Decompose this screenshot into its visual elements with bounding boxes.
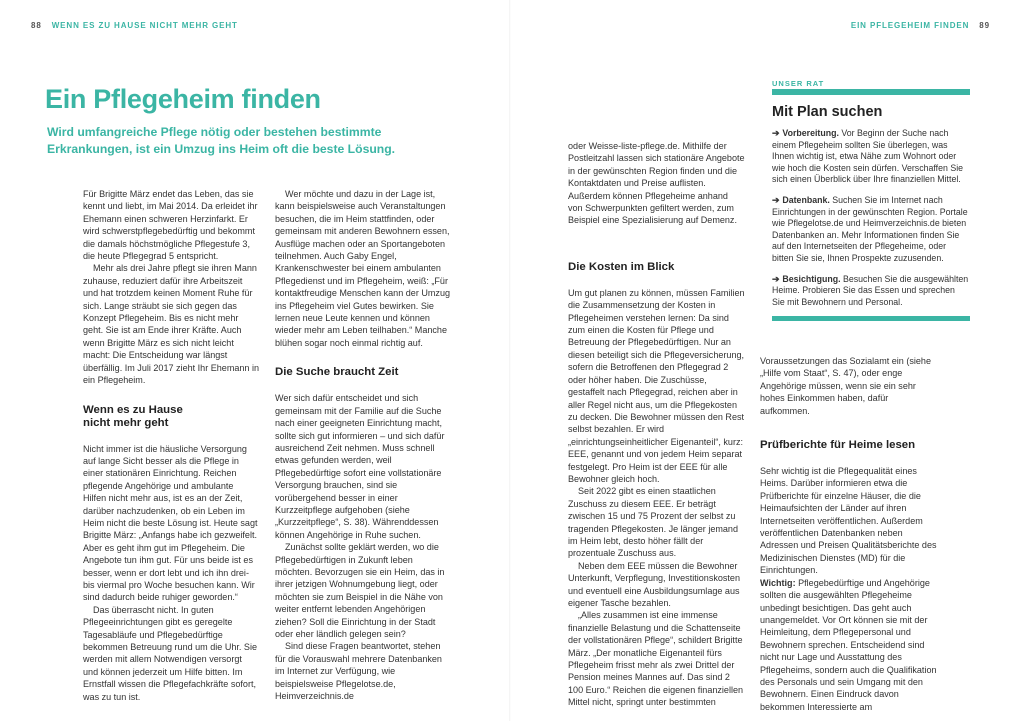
sidebar-bottom-rule — [772, 316, 970, 321]
sidebar-tips — [772, 128, 970, 317]
lead-line-2: Erkrankungen, ist ein Umzug ins Heim oft die beste Lösung. — [47, 142, 396, 156]
paragraph — [760, 577, 938, 713]
emphasis-label: Wichtig: — [760, 577, 796, 588]
section-heading-suche: Die Suche braucht Zeit — [275, 366, 399, 379]
paragraph: Voraussetzungen das Sozialamt ein (siehe „Hilfe vom Staat“, S. 47), oder enge Angehörige müssen, wenn sie ein sehr hohes Einkommen haben, dafür aufkommen. — [760, 356, 931, 416]
section-heading-zu-hause — [83, 404, 259, 430]
running-title-left: WENN ES ZU HAUSE NICHT MEHR GEHT — [51, 21, 238, 30]
tip-text: Vor Beginn der Suche nach einem Pflegeheim sollten Sie überlegen, was Ihnen wichtig ist, etwa Nähe zum Wohnort oder wie hoch die Kosten sein dürfen. Verschaffen Sie sich einen Überblick über Ihre finanziellen Mittel. — [772, 128, 964, 185]
running-header-right — [851, 21, 990, 30]
paragraph-text: Pflegebedürftige und Angehörige sollten die ausgewählten Pflegeheime unbedingt besichtigen. Das geht auch unangemeldet. Vor Ort können sie mit der Heimleitung, dem Pflegepersonal und Bewohnern sprechen. Entscheidend sind nicht nur Lage und Ausstattung des Pflegeheims, sondern auch die Qualifikation des Personals und sein Umgang mit den Bewohnern. Einen Eindruck davon bekommen Interessierte am — [760, 577, 937, 712]
paragraph: Seit 2022 gibt es einen staatlichen Zuschuss zu diesem EEE. Er beträgt zwischen 15 und 75 Prozent der selbst zu tragenden Pflegekosten. Je länger jemand im Heim lebt, desto höher fällt der prozentuale Zuschuss aus. — [568, 486, 738, 559]
sidebar-label: UNSER RAT — [772, 79, 825, 88]
tip-heading: Datenbank. — [782, 194, 830, 205]
heading-line-1: Wenn es zu Hause — [83, 403, 183, 416]
tip-text: Besuchen Sie die ausgewählten Heime. Probieren Sie das Essen und sprechen Sie mit Bewohnern und Personal. — [772, 273, 969, 307]
page-number-left: 88 — [31, 21, 42, 30]
paragraph: Wer möchte und dazu in der Lage ist, kann beispielsweise auch Veranstaltungen besuchen, die im Heim stattfinden, oder gemeinsam mit anderen Bewohnern essen, Ausflüge machen oder an Sportangeboten teilnehmen. Auch Gaby Engel, Krankenschwester bei einem ambulanten Pflegedienst und im Pflegeheim, weiß: „Für kontaktfreudige Menschen kann der Umzug ins Pflegeheim viel Gutes bewirken. Sie lernen neue Leute kennen und können wieder mehr am Leben teilhaben.“ Manche blühen sogar noch einmal richtig auf. — [275, 189, 451, 348]
text-column-3 — [568, 140, 745, 709]
paragraph: Nicht immer ist die häusliche Versorgung auf lange Sicht besser als die Pflege in einer stationären Einrichtung. Reichen pflegende Angehörige und ambulante Hilfen nicht mehr aus, ist es an der Zeit, darüber nachzudenken, ob ein Leben im Heim nicht die beste Lösung ist. Heute sagt Brigitte März: „Anfangs habe ich gezweifelt. Aber es geht ihm gut im Pflegeheim. Die Angebote tun ihm gut. Für uns beide ist es besser, wenn er dort lebt und ich ihn drei- bis viermal pro Woche besuchen kann. Wir sind dadurch beide ruhiger geworden.“ — [83, 443, 258, 603]
tip-text: Suchen Sie im Internet nach Einrichtungen in der gewünschten Region. Portale wie Pflegelotse.de und Heimverzeichnis.de bieten Datenbanken an. Mehr Informationen finden Sie auf den Internetseiten der Pflegeheime, oder bitten Sie sie, Ihnen Prospekte zuzusenden. — [772, 194, 968, 263]
heading-line-2: nicht mehr geht — [83, 416, 169, 429]
paragraph: Das überrascht nicht. In guten Pflegeeinrichtungen gibt es geregelte Tagesabläufe und Pflegebedürftige bekommen Betreuung rund um die Uhr. Sie werden mit allem Notwendigen versorgt und können jederzeit um Hilfe bitten. Im Ernstfall wissen die Pflegefachkräfte sofort, was zu tun ist. — [83, 604, 257, 702]
paragraph: Für Brigitte März endet das Leben, das sie kennt und liebt, im Mai 2014. Da erleidet ihr Ehemann einen schweren Herzinfarkt. Er wird schwerstpflegebedürftig und bekommt die damals höchstmögliche Pflegestufe 3, die heute Pflegegrad 5 entspricht. — [83, 189, 258, 262]
running-title-right: EIN PFLEGEHEIM FINDEN — [850, 21, 970, 30]
paragraph: oder Weisse-liste-pflege.de. Mithilfe der Postleitzahl lassen sich stationäre Angebote in der gewünschten Region finden und die Kontaktdaten und Preise auflisten. Außerdem können Pflegeheime anhand von Schwerpunkten gefiltert werden, zum Beispiel eine Spezialisierung auf Demenz. — [568, 141, 745, 226]
tip-heading: Vorbereitung. — [782, 128, 839, 138]
text-column-1 — [83, 188, 259, 703]
page-number-right: 89 — [979, 21, 990, 30]
article-title: Ein Pflegeheim finden — [45, 84, 321, 114]
lead-line-1: Wird umfangreiche Pflege nötig oder bestehen bestimmte — [47, 125, 382, 139]
section-heading-pruefberichte: Prüfberichte für Heime lesen — [760, 439, 916, 452]
text-column-2 — [275, 188, 451, 702]
paragraph: Mehr als drei Jahre pflegt sie ihren Mann zuhause, reduziert dafür ihre Arbeitszeit und hat trotzdem keinen Moment Ruhe für sich. Lange sträubt sie sich gegen das Konzept Pflegeheim. Bis es nicht mehr geht. Sie ist am Ende ihrer Kräfte. Auch wenn Brigitte März es sich nicht leicht macht: Die Entscheidung war längst überfällig. Im Juli 2017 zieht Ihr Ehemann in ein Pflegeheim. — [83, 263, 260, 386]
tip-heading: Besichtigung. — [782, 273, 841, 284]
arrow-right-icon: ➔ — [772, 194, 780, 205]
paragraph: „Alles zusammen ist eine immense finanzielle Belastung und die Schattenseite der vollstationären Pflege“, schildert Brigitte März. „Der monatliche Eigenanteil fürs Pflegeheim frisst mehr als zwei Drittel der Pension meines Mannes auf. Das sind 2 100 Euro.“ Reichen die eigenen finanziellen Mittel nicht, springt unter bestimmten — [568, 610, 744, 708]
sidebar-top-rule — [772, 89, 970, 95]
section-heading-kosten: Die Kosten im Blick — [568, 260, 675, 273]
paragraph: Um gut planen zu können, müssen Familien die Zusammensetzung der Kosten in Pflegeheimen verstehen lernen: Da sind zum einen die Kosten für Pflege und Betreuung der Pflegebedürftigen. Nur an diesen beteiligt sich die Pflegeversicherung, sofern die Betroffenen den Pflegegrad 2 oder höher haben. Die Zuschüsse, gestaffelt nach Pflegegrad, reichen aber in aller Regel nicht aus, um die Pflegekosten zu decken. Die Bewohner müssen den Rest selbst bezahlen. Er wird „einrichtungseinheitlicher Eigenanteil“, kurz: EEE, genannt und von jedem Heim separat festgelegt. Pro Heim ist der EEE für alle Bewohner gleich hoch. — [568, 287, 745, 484]
arrow-right-icon: ➔ — [772, 128, 780, 138]
paragraph: Sehr wichtig ist die Pflegequalität eines Heims. Darüber informieren etwa die Prüfberichte für einzelne Häuser, die die Heimaufsichten der Länder auf ihren Internetseiten veröffentlichen. Außerdem veröffentlichen Datenbanken neben Adressen und Preisen Qualitätsberichte des Medizinischen Dienstes (MD) für die Einrichtungen. — [760, 466, 937, 576]
running-header-left — [31, 21, 238, 30]
arrow-right-icon: ➔ — [772, 273, 780, 284]
tip-item — [772, 128, 970, 186]
text-column-4 — [760, 355, 938, 713]
sidebar-title: Mit Plan suchen — [772, 104, 883, 120]
paragraph: Neben dem EEE müssen die Bewohner Unterkunft, Verpflegung, Investitionskosten und eventuell eine Ausbildungsumlage aus eigener Tasche bezahlen. — [568, 560, 740, 608]
page-gutter — [509, 0, 511, 721]
paragraph: Wer sich dafür entscheidet und sich gemeinsam mit der Familie auf die Suche nach einer geeigneten Einrichtung macht, sollte sich gut informieren – und sich dafür ausreichend Zeit nehmen. Muss schnell etwas gefunden werden, weil Pflegebedürftige sofort eine vollstationäre Versorgung brauchen, sind sie vorübergehend besser in einer Kurzzeitpflege aufgehoben (siehe „Kurzzeitpflege“, S. 38). Währenddessen können Angehörige in Ruhe suchen. — [275, 393, 445, 540]
paragraph: Zunächst sollte geklärt werden, wo die Pflegebedürftigen in Zukunft leben möchten. Bevorzugen sie ein Heim, das in ihrer jetzigen Wohnumgebung liegt, oder möchten sie zum Beispiel in die Nähe von weiter entfernt lebenden Angehörigen ziehen? Soll die Einrichtung in der Stadt oder eher ländlich gelegen sein? — [275, 542, 445, 639]
paragraph: Sind diese Fragen beantwortet, stehen für die Vorauswahl mehrere Datenbanken im Internet zur Verfügung, wie beispielsweise Pflegelotse.de, Heimverzeichnis.de — [275, 641, 442, 702]
article-lead — [47, 124, 407, 158]
tip-item — [772, 274, 970, 309]
tip-item — [772, 195, 970, 265]
